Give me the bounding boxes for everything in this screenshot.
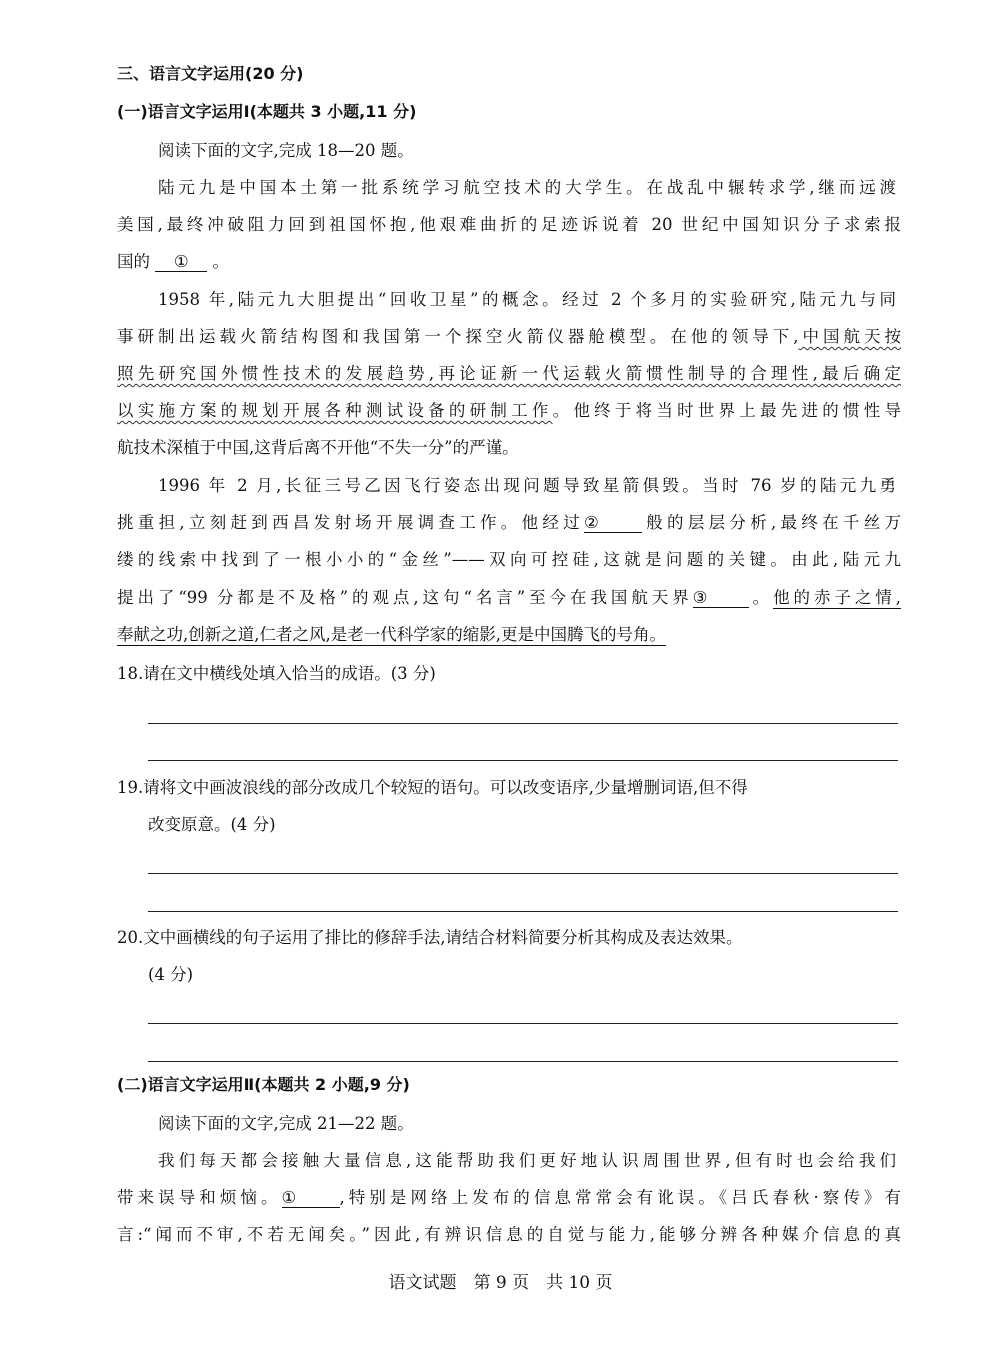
part2-heading: (二)语言文字运用Ⅱ(本题共 2 小题,9 分) (117, 1075, 410, 1094)
p3-line4 (117, 587, 901, 609)
question-19: 19.请将文中画波浪线的部分改成几个较短的语句。可以改变语序,少量增删词语,但不得 (117, 778, 748, 797)
p2-line5: 航技术深植于中国,这背后离不开他“不失一分”的严谨。 (117, 438, 519, 457)
blank-1: ① (155, 253, 207, 272)
page-footer: 语文试题 第 9 页 共 10 页 (388, 1273, 613, 1293)
p3-line3: 缕的线索中找到了一根小小的“金丝”——双向可控硅,这就是问题的关键。由此,陆元九 (117, 550, 901, 569)
answer-line (148, 873, 898, 874)
p2-line1-text: 1958 年,陆元九大胆提出“回收卫星”的概念。经过 2 个多月的实验研究,陆元九与同 (158, 290, 896, 309)
underlined-text-2: 奉献之功,创新之道,仁者之风,是老一代科学家的缩影,更是中国腾飞的号角。 (117, 625, 666, 644)
answer-line (148, 723, 898, 724)
p2-line4-text: 。他终于将当时世界上最先进的惯性导 (552, 401, 902, 420)
p1-line1: 陆元九是中国本土第一批系统学习航空技术的大学生。在战乱中辗转求学,继而远渡 (158, 178, 896, 197)
p3-line2-text: 挑重担,立刻赶到西昌发射场开展调查工作。他经过 (117, 513, 584, 532)
p1-line3 (117, 251, 901, 273)
p2-line2 (117, 326, 901, 348)
answer-line (148, 1061, 898, 1062)
p1-line3-text: 国的 (117, 252, 150, 271)
wavy-text-3: 以实施方案的规划开展各种测试设备的研制工作 (117, 401, 553, 420)
answer-line (148, 1023, 898, 1024)
p3-line2-end: 般的层层分析,最终在千丝万 (641, 513, 901, 532)
part2-p1-line2 (117, 1187, 901, 1209)
answer-line (148, 760, 898, 761)
wavy-text-2: 照先研究国外惯性技术的发展趋势,再论证新一代运载火箭惯性制导的合理性,最后确定 (117, 364, 901, 383)
answer-line (148, 911, 898, 912)
wavy-text-1: 中国航天按 (798, 327, 901, 346)
p3-line1: 1996 年 2 月,长征三号乙因飞行姿态出现问题导致星箭俱毁。当时 76 岁的陆元九勇 (158, 476, 896, 495)
part1-intro: 阅读下面的文字,完成 18—20 题。 (158, 141, 414, 160)
question-20-cont: (4 分) (148, 965, 194, 984)
part2-blank-1: ① (282, 1189, 340, 1208)
part2-intro: 阅读下面的文字,完成 21—22 题。 (158, 1114, 414, 1133)
section-title: 三、语言文字运用(20 分) (117, 64, 304, 83)
blank-3: ③ (693, 589, 749, 608)
p3-line2 (117, 512, 901, 534)
question-20: 20.文中画横线的句子运用了排比的修辞手法,请结合材料简要分析其构成及表达效果。 (117, 928, 743, 947)
p1-line2: 美国,最终冲破阻力回到祖国怀抱,他艰难曲折的足迹诉说着 20 世纪中国知识分子求索报 (117, 215, 901, 234)
part2-p1-line2-text: 带来误导和烦恼。 (117, 1188, 282, 1207)
p3-line4-text: 提出了“99 分都是不及格”的观点,这句“名言”至今在我国航天界 (117, 588, 693, 607)
question-18: 18.请在文中横线处填入恰当的成语。(3 分) (117, 664, 436, 683)
p2-line3 (117, 363, 901, 385)
p3-line4-mid: 。 (748, 588, 774, 607)
question-19-cont: 改变原意。(4 分) (148, 815, 276, 834)
blank-2: ② (584, 514, 642, 533)
p2-line2-text: 事研制出运载火箭结构图和我国第一个探空火箭仪器舱模型。在他的领导下, (117, 327, 799, 346)
p2-line4 (117, 400, 901, 422)
part2-p1-line2-end: ,特别是网络上发布的信息常常会有讹误。《吕氏春秋·察传》有 (339, 1188, 901, 1207)
part2-p1-line1: 我们每天都会接触大量信息,这能帮助我们更好地认识周围世界,但有时也会给我们 (158, 1151, 896, 1170)
part1-heading: (一)语言文字运用Ⅰ(本题共 3 小题,11 分) (117, 102, 417, 121)
p2-line1 (158, 289, 896, 311)
p1-line3-end: 。 (212, 252, 229, 271)
underlined-text-1: 他的赤子之情, (773, 588, 902, 607)
part2-p1-line3: 言:“闻而不审,不若无闻矣。”因此,有辨识信息的自觉与能力,能够分辨各种媒介信息的真 (117, 1225, 901, 1244)
p3-line5 (117, 624, 901, 646)
